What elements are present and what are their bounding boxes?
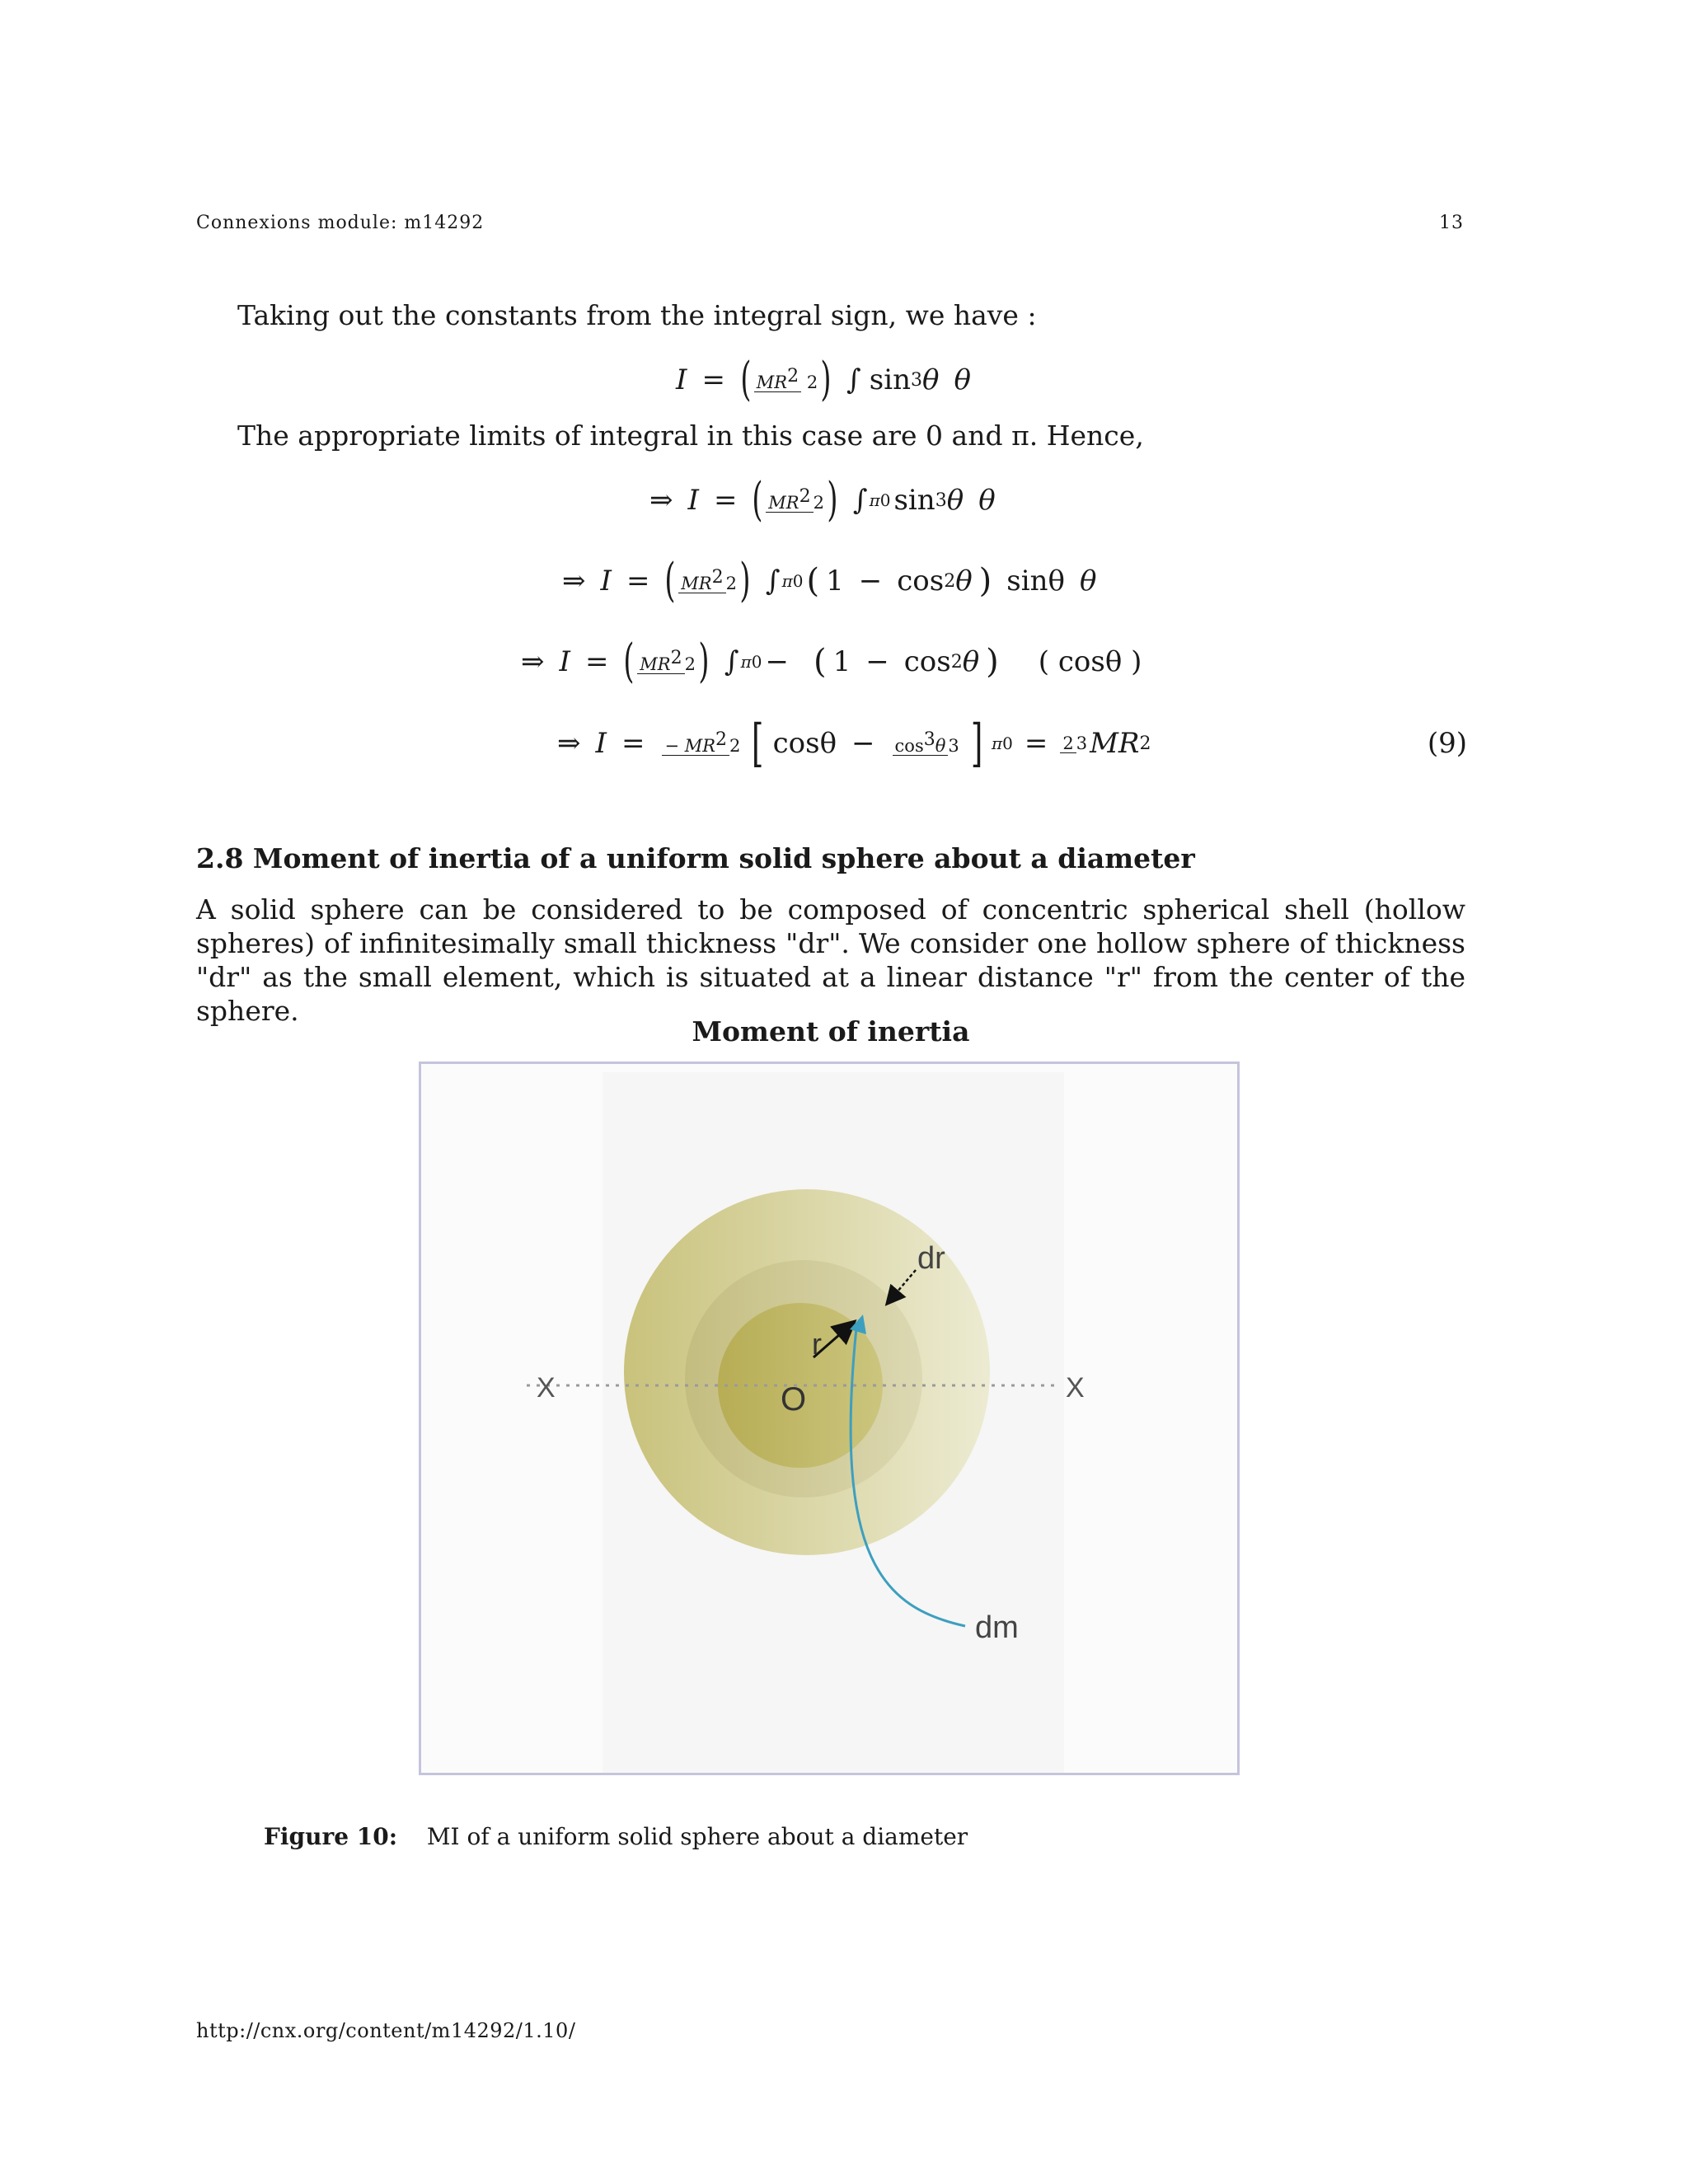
section-heading — [196, 842, 1195, 874]
section-title: Moment of inertia of a uniform solid sphere about a diameter — [252, 842, 1195, 874]
eq1-lhs: I — [676, 363, 687, 396]
thickness-label: dr — [917, 1241, 945, 1276]
eq1-equals: = — [701, 363, 725, 396]
figure-frame — [419, 1062, 1240, 1775]
x-right-label: X — [1066, 1372, 1085, 1404]
caption-label: Figure 10: — [264, 1823, 398, 1850]
page-number: 13 — [1439, 213, 1464, 233]
radius-label: r — [812, 1327, 822, 1361]
eq1-fraction: $MR^2$ 2 — [754, 368, 818, 392]
equation-4: ⇒ I = ( $MR^2$ 2 ) ∫ π0 − ( 1 − cos 2 θ ) ( cosθ ) — [521, 635, 1142, 688]
mass-element-label: dm — [975, 1610, 1019, 1645]
caption-text: MI of a uniform solid sphere about a diameter — [426, 1823, 968, 1850]
equation-5: ⇒ I = − $MR^2$ 2 [ cosθ − $\cos^3\theta$ 3 ] π0 = 2 3 MR 2 — [557, 713, 1151, 773]
equation-2: ⇒ I = ( $MR^2$ 2 ) ∫ π0 sin 3 θ θ — [649, 473, 996, 527]
eq1-integral: ∫ — [846, 363, 861, 396]
figure-caption — [264, 1823, 968, 1850]
sphere-diagram — [421, 1064, 1237, 1773]
section-number: 2.8 — [196, 842, 244, 874]
equation-number: (9) — [1427, 727, 1467, 760]
x-left-label: X — [537, 1372, 556, 1404]
equation-1: I = ( $MR^2$ 2 ) ∫ sin 3 θ θ — [676, 353, 971, 406]
equation-3: ⇒ I = ( $MR^2$ 2 ) ∫ π0 ( 1 − cos 2 θ ) sinθ θ — [562, 554, 1097, 607]
limits-text: The appropriate limits of integral in this case are 0 and π. Hence, — [237, 419, 1144, 452]
footer-url[interactable]: http://cnx.org/content/m14292/1.10/ — [196, 2019, 576, 2042]
center-label: O — [781, 1381, 807, 1418]
figure-title: Moment of inertia — [692, 1015, 970, 1047]
running-header: Connexions module: m14292 — [196, 213, 485, 233]
intro-text: Taking out the constants from the integral sign, we have : — [237, 299, 1037, 331]
paragraph: A solid sphere can be considered to be composed of concentric spherical shell (hollow spheres) of infinitesimally small thickness "dr". We consider one hollow sphere of thickness "dr" as the small element, which is situated at a linear distance "r" from the center of the sphere. — [196, 893, 1465, 1027]
